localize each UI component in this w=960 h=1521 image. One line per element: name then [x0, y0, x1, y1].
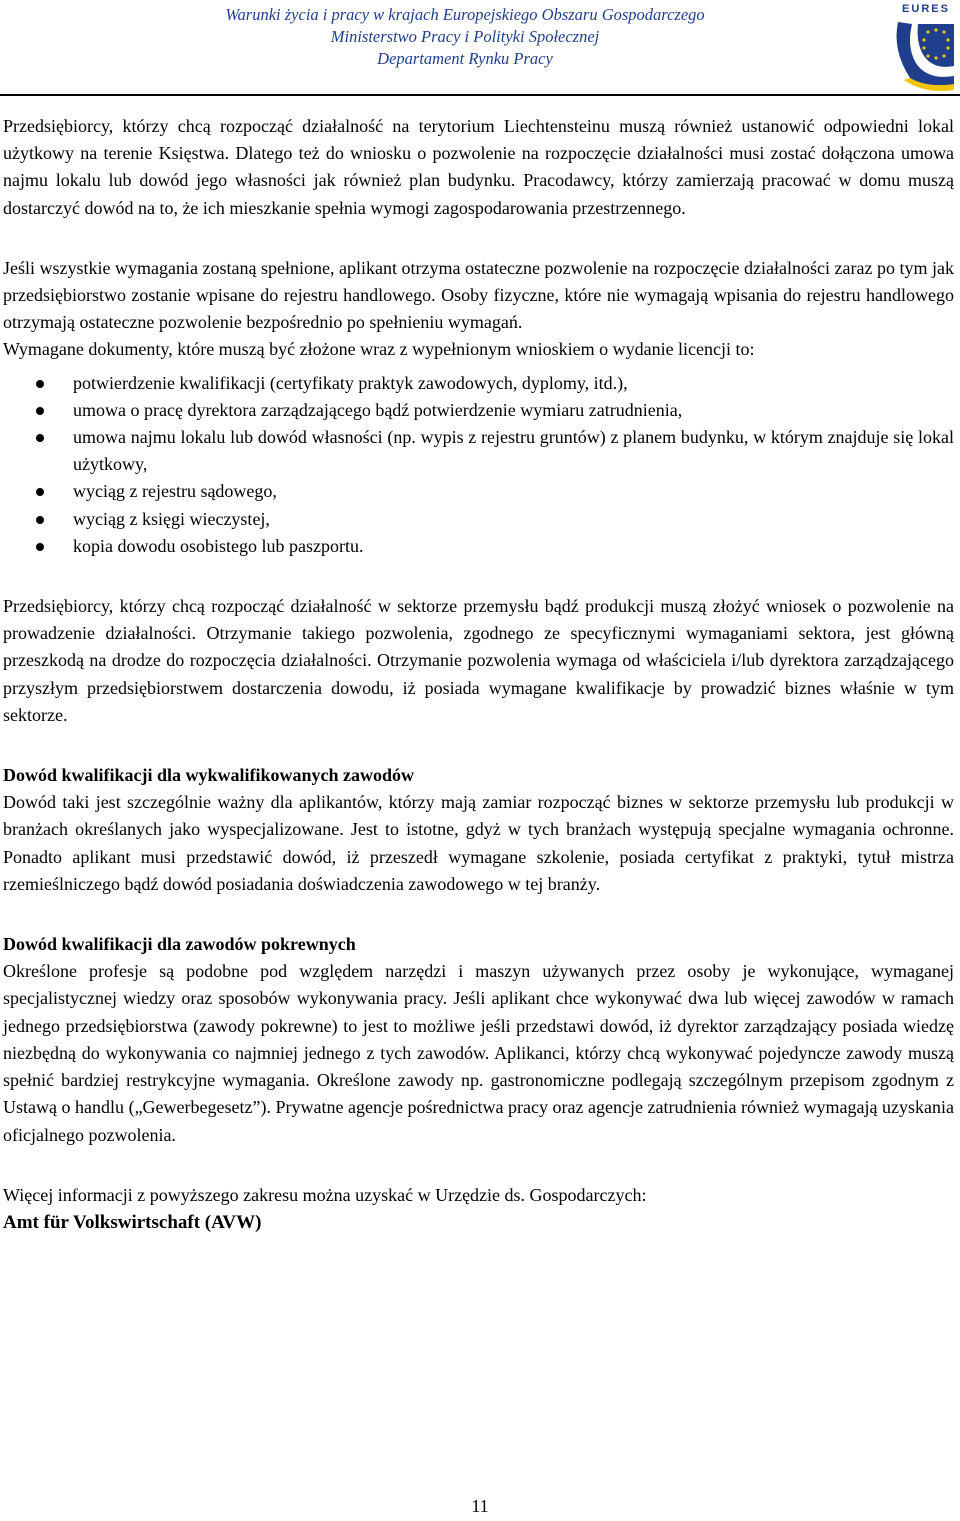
page-number: 11 [471, 1496, 489, 1516]
paragraph-premises: Przedsiębiorcy, którzy chcą rozpocząć działalność na terytorium Liechtensteinu muszą również ustanowić odpowiedni lokal użytkowy na terenie Księstwa. Dlatego też do wniosku o pozwolenie na rozpoczęcie działalności musi zostać dołączona umowa najmu lokalu lub dowód jego własności jak również plan budynku. Pracodawcy, którzy zamierzają pracować w domu muszą dostarczyć dowód na to, że ich mieszkanie spełnia wymogi zagospodarowania przestrzennego. [3, 116, 954, 218]
heading-qualified-professions: Dowód kwalifikacji dla wykwalifikowanych zawodów [3, 765, 415, 786]
header-title: Warunki życia i pracy w krajach Europejskiego Obszaru Gospodarczego [225, 5, 705, 24]
document-body [3, 113, 954, 1236]
required-documents-list [3, 370, 954, 560]
list-item: wyciąg z księgi wieczystej, [3, 506, 954, 533]
paragraph-more-info: Więcej informacji z powyższego zakresu można uzyskać w Urzędzie ds. Gospodarczych: [3, 1184, 647, 1205]
header-ministry: Ministerstwo Pracy i Polityki Społecznej [330, 27, 600, 46]
list-item: umowa o pracę dyrektora zarządzającego bądź potwierdzenie wymiaru zatrudnienia, [3, 397, 954, 424]
office-name: Amt für Volkswirtschaft (AVW) [3, 1211, 262, 1233]
paragraph-industry-permit: Przedsiębiorcy, którzy chcą rozpocząć działalność w sektorze przemysłu bądź produkcji muszą złożyć wniosek o pozwolenie na prowadzenie działalności. Otrzymanie takiego pozwolenia, zgodnego ze specyficznymi wymaganiami sektora, jest główną przeszkodą na drodze do rozpoczęcia działalności. Otrzymanie pozwolenia wymaga od właściciela i/lub dyrektora zarządzającego przyszłym przedsiębiorstwem dostarczenia dowodu, iż posiada wymagane kwalifikacje by prowadzić biznes właśnie w tym sektorze. [3, 596, 954, 725]
paragraph-final-permit: Jeśli wszystkie wymagania zostaną spełnione, aplikant otrzyma ostateczne pozwolenie na rozpoczęcie działalności zaraz po tym jak przedsiębiorstwo zostanie wpisane do rejestru handlowego. Osoby fizyczne, które nie wymagają wpisania do rejestru handlowego otrzymają ostateczne pozwolenie bezpośrednio po spełnieniu wymagań. [3, 257, 954, 333]
paragraph-qualified-professions: Dowód taki jest szczególnie ważny dla aplikantów, którzy mają zamiar rozpocząć biznes w sektorze przemysłu lub produkcji w branżach określanych jako wyspecjalizowane. Jest to istotne, gdyż w tych branżach występują specjalne wymagania ochronne. Ponadto aplikant musi przedstawić dowód, iż przeszedł wymagane szkolenie, posiada certyfikat z praktyki, tytuł mistrza rzemieślniczego bądź dowód posiadania doświadczenia zawodowego w tej branży. [3, 792, 954, 894]
logo-text: EURES [902, 3, 950, 15]
heading-related-professions: Dowód kwalifikacji dla zawodów pokrewnych [3, 934, 356, 955]
list-item: umowa najmu lokalu lub dowód własności (np. wypis z rejestru gruntów) z planem budynku, w którym znajduje się lokal użytkowy, [3, 424, 954, 478]
header-divider [0, 94, 960, 96]
eures-logo-icon [888, 0, 960, 92]
list-item: potwierdzenie kwalifikacji (certyfikaty praktyk zawodowych, dyplomy, itd.), [3, 370, 954, 397]
paragraph-related-professions: Określone profesje są podobne pod względem narzędzi i maszyn używanych przez osoby je wykonujące, wymaganej specjalistycznej wiedzy oraz sposobów wykonywania pracy. Jeśli aplikant chce wykonywać dwa lub więcej zawodów w ramach jednego przedsiębiorstwa (zawody pokrewne) to jest to możliwe jeśli przedstawi dowód, iż dyrektor zarządzający posiada wiedzę niezbędną do wykonywania co najmniej jednego z tych zawodów. Aplikanci, którzy chcą wykonywać pojedyncze zawody muszą spełnić bardziej restrykcyjne wymagania. Określone zawody np. gastronomiczne podlegają szczególnym przepisom zgodnym z Ustawą o handlu („Gewerbegesetz”). Prywatne agencje pośrednictwa pracy oraz agencje zatrudnienia również wymagają uzyskania oficjalnego pozwolenia. [3, 961, 954, 1145]
page-header [0, 0, 960, 100]
list-item: kopia dowodu osobistego lub paszportu. [3, 533, 954, 560]
header-department: Departament Rynku Pracy [377, 49, 553, 68]
paragraph-required-documents: Wymagane dokumenty, które muszą być złożone wraz z wypełnionym wnioskiem o wydanie licencji to: [3, 339, 755, 360]
list-item: wyciąg z rejestru sądowego, [3, 478, 954, 505]
header-text [150, 4, 780, 70]
